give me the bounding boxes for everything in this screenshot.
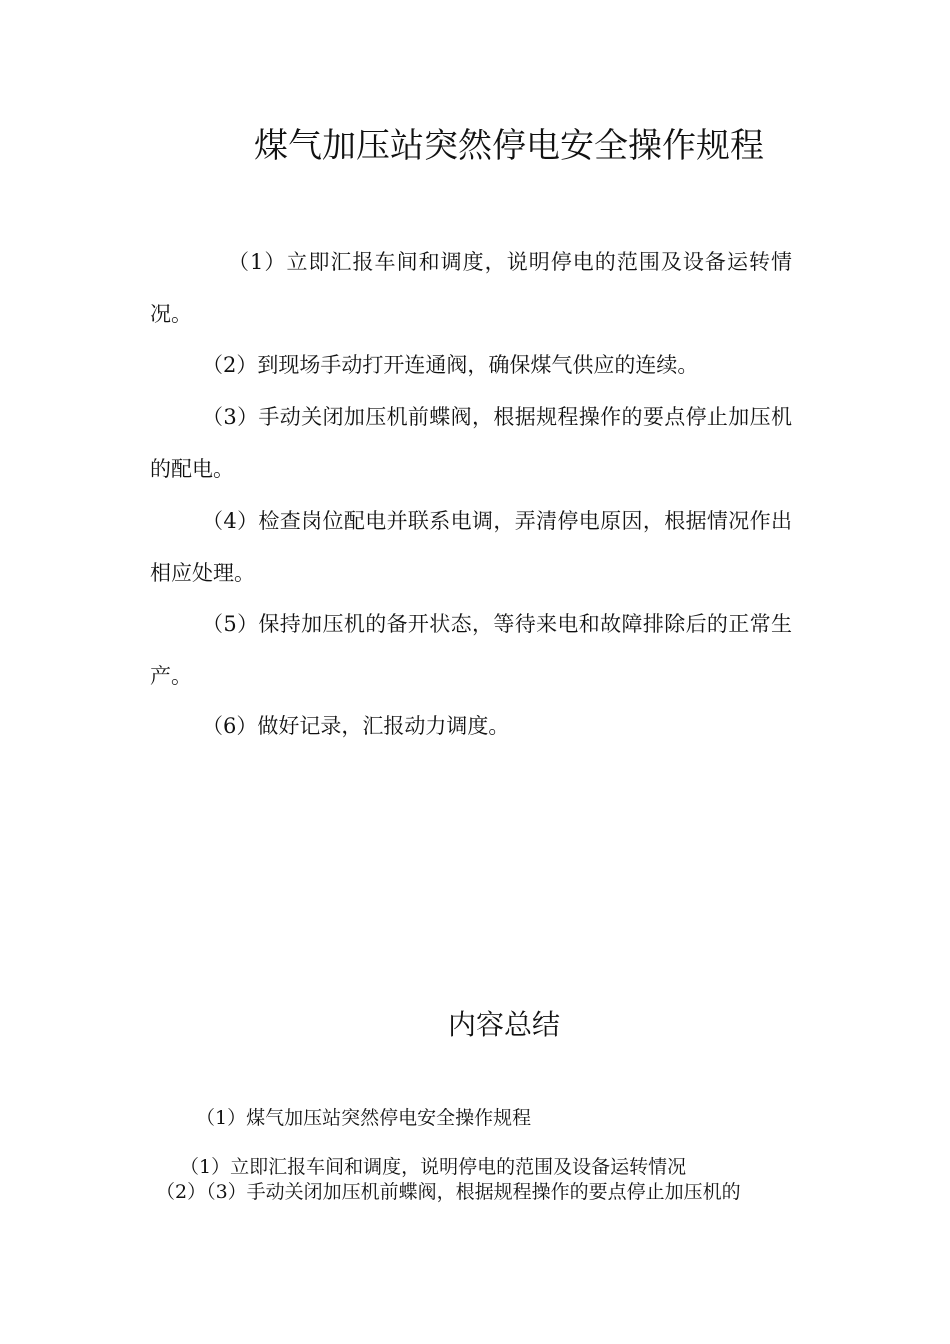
summary-line-3: （2）（3）手动关闭加压机前蝶阀，根据规程操作的要点停止加压机的 xyxy=(156,1181,741,1203)
summary-title: 内容总结 xyxy=(447,1008,560,1041)
summary-line-2: （1）立即汇报车间和调度，说明停电的范围及设备运转情况 xyxy=(180,1156,687,1178)
paragraph-5: （5）保持加压机的备开状态，等待来电和故障排除后的正常生产。 xyxy=(150,612,792,688)
document-title: 煤气加压站突然停电安全操作规程 xyxy=(254,126,764,166)
paragraph-2: （2）到现场手动打开连通阀，确保煤气供应的连续。 xyxy=(202,353,699,377)
paragraph-3: （3）手动关闭加压机前蝶阀，根据规程操作的要点停止加压机的配电。 xyxy=(150,405,792,481)
paragraph-6: （6）做好记录，汇报动力调度。 xyxy=(202,714,510,738)
summary-line-1: （1）煤气加压站突然停电安全操作规程 xyxy=(196,1107,532,1129)
paragraph-4: （4）检查岗位配电并联系电调，弄清停电原因，根据情况作出相应处理。 xyxy=(150,509,792,585)
paragraph-1: （1）立即汇报车间和调度，说明停电的范围及设备运转情况。 xyxy=(150,250,792,326)
